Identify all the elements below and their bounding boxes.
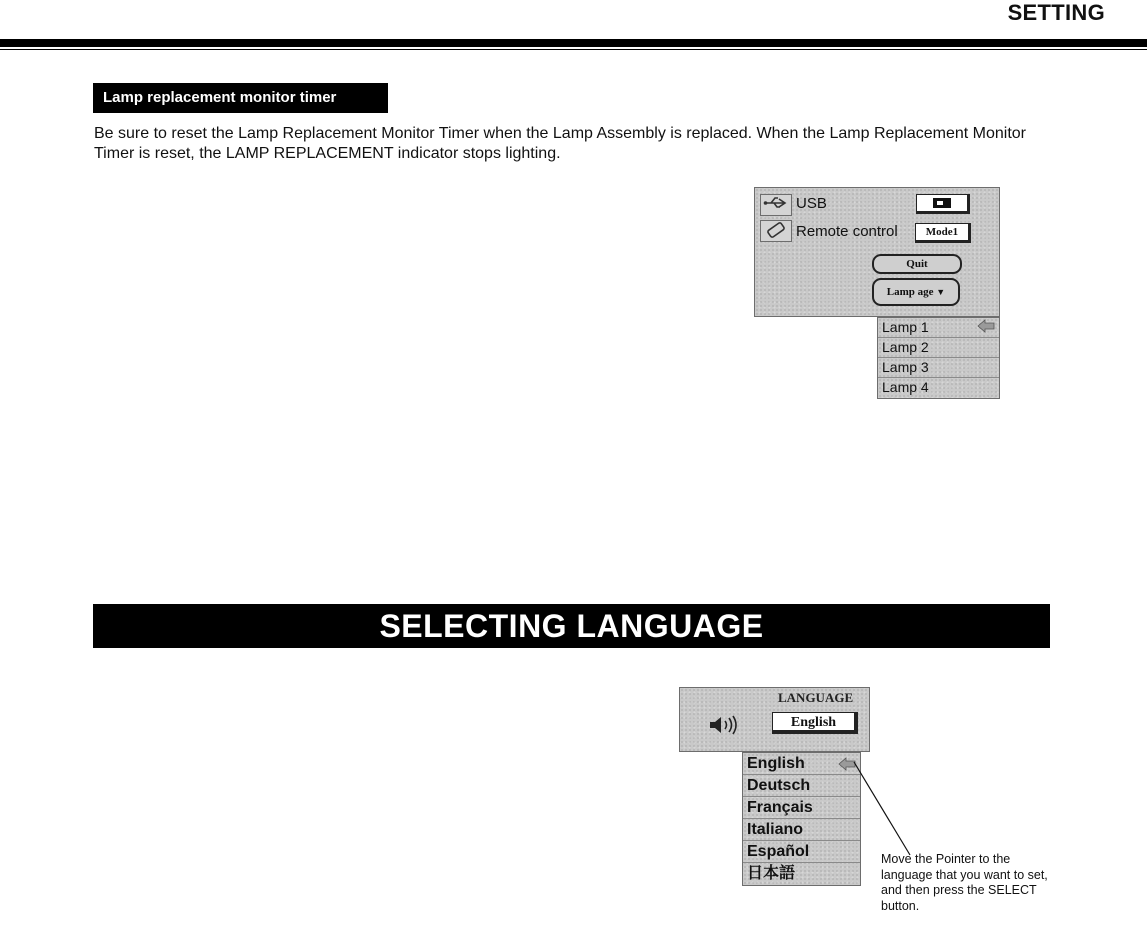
quit-button[interactable]: Quit: [872, 254, 962, 274]
lamp-timer-heading: Lamp replacement monitor timer: [93, 83, 388, 113]
language-option[interactable]: 日本語: [747, 865, 796, 882]
language-section-banner: SELECTING LANGUAGE: [93, 604, 1050, 648]
chevron-down-icon: ▼: [936, 287, 946, 297]
language-option[interactable]: Français: [743, 797, 860, 819]
lamp-age-label: Lamp age: [886, 286, 934, 298]
lamp-option[interactable]: Lamp 2: [878, 338, 999, 358]
language-option[interactable]: English: [743, 753, 860, 775]
lamp-timer-paragraph: Be sure to reset the Lamp Replacement Monitor Timer when the Lamp Assembly is replaced. When the Lamp Replacement Monitor Timer is reset, the LAMP REPLACEMENT indicator stops lighting.: [94, 125, 1027, 162]
lamp-option[interactable]: Lamp 4: [882, 379, 929, 395]
header-divider: [0, 39, 1147, 47]
language-menu-panel: [679, 687, 870, 752]
lamp-select-list: [877, 317, 1000, 399]
lamp-age-button[interactable]: [872, 278, 960, 306]
lamp-option[interactable]: Lamp 3: [878, 358, 999, 378]
page-section-title: SETTING: [1007, 0, 1105, 25]
header-divider-thin: [0, 49, 1147, 50]
usb-icon: [760, 194, 792, 216]
language-value[interactable]: English: [772, 712, 858, 734]
language-option[interactable]: Deutsch: [743, 775, 860, 797]
callout-leader-line: [850, 760, 920, 860]
language-menu-title: LANGUAGE: [778, 690, 854, 705]
language-select-list: [742, 752, 861, 886]
usb-value[interactable]: [916, 194, 970, 214]
usb-label: USB: [796, 195, 827, 212]
remote-control-value[interactable]: Mode1: [915, 223, 971, 243]
language-option[interactable]: Italiano: [743, 819, 860, 841]
remote-control-icon: [760, 220, 792, 242]
lamp-option[interactable]: Lamp 1: [878, 318, 999, 338]
language-callout-text: Move the Pointer to the language that you want to set, and then press the SELECT button.: [881, 852, 1048, 913]
speaker-icon: [708, 714, 744, 741]
language-option[interactable]: Español: [743, 841, 860, 863]
pointer-arrow-icon: [977, 319, 995, 338]
settings-menu-panel: [754, 187, 1000, 317]
remote-control-label: Remote control: [796, 223, 898, 240]
